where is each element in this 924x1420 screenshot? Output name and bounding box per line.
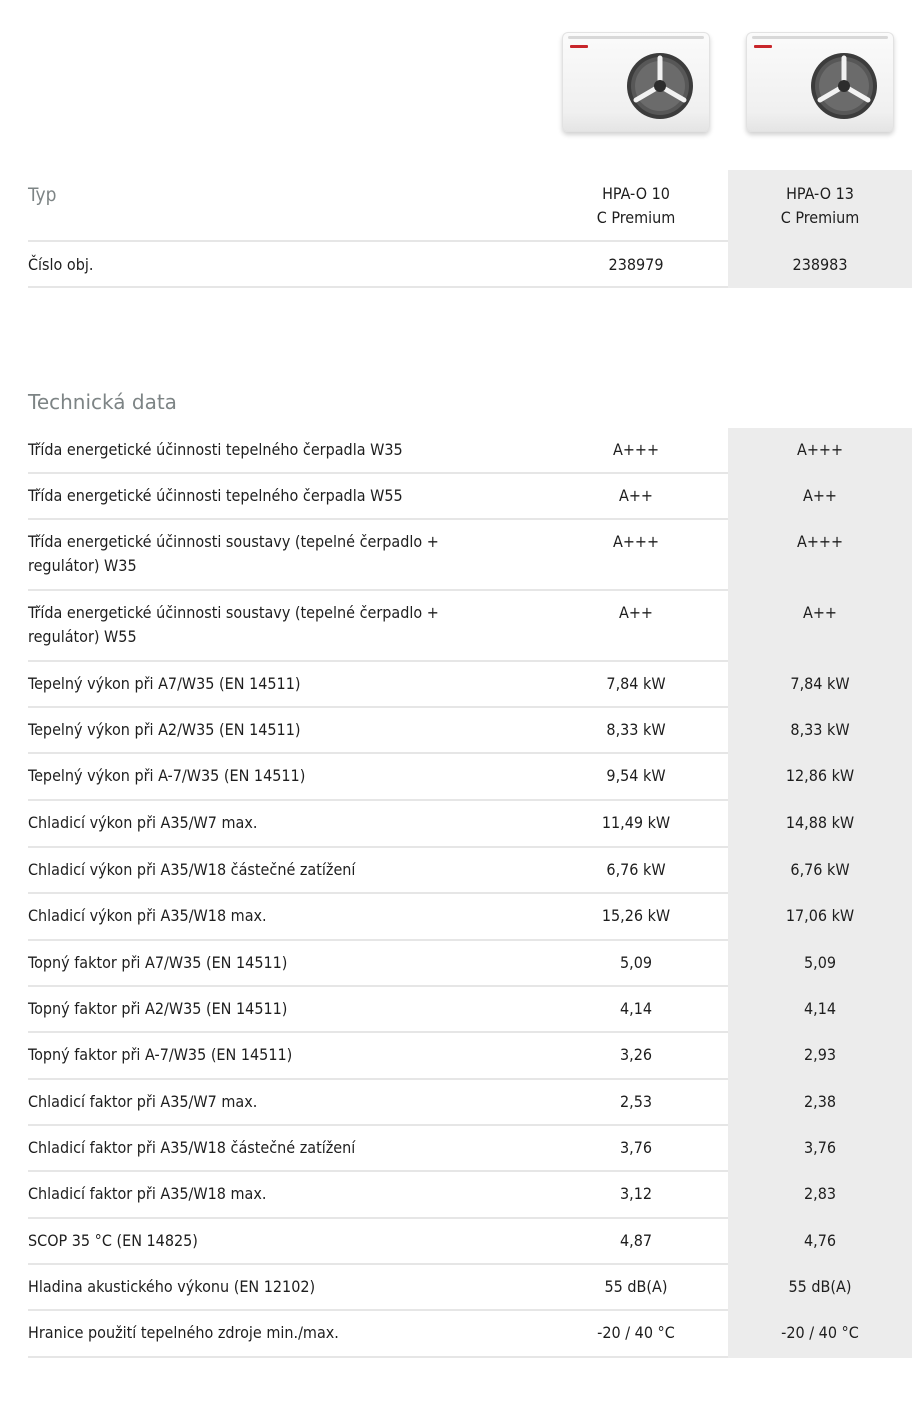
spec-label: Tepelný výkon při A-7/W35 (EN 14511) [28, 766, 306, 785]
spec-value-model-2: A+++ [796, 440, 844, 459]
fan-icon [626, 52, 694, 120]
brand-logo-icon [570, 45, 588, 48]
order-number-label: Číslo obj. [28, 255, 94, 274]
spec-label: Chladicí výkon při A35/W18 max. [28, 906, 267, 925]
spec-label: Třída energetické účinnosti tepelného čerpadla W35 [28, 440, 403, 459]
spec-label: Chladicí faktor při A35/W18 částečné zatížení [28, 1138, 356, 1157]
spec-row [28, 1033, 912, 1080]
spec-row [28, 1126, 912, 1172]
spec-row [28, 1265, 912, 1311]
spec-value-model-1: 11,49 kW [601, 813, 671, 832]
spec-label: Chladicí faktor při A35/W7 max. [28, 1092, 258, 1111]
order-number-1: 238979 [608, 255, 664, 274]
spec-value-model-2: 8,33 kW [790, 720, 850, 739]
model-name-2: HPA-O 13 C Premium [780, 184, 860, 227]
spec-value-model-2: 3,76 [803, 1138, 837, 1157]
spec-row [28, 520, 912, 591]
spec-value-model-2: 4,76 [803, 1231, 837, 1250]
spec-row [28, 987, 912, 1033]
spec-row [28, 941, 912, 987]
spec-row [28, 474, 912, 520]
spec-value-model-2: A++ [803, 603, 837, 622]
spec-row [28, 708, 912, 754]
spec-value-model-2: A++ [803, 486, 837, 505]
spec-value-model-1: A+++ [612, 532, 660, 551]
type-row [28, 170, 912, 242]
spec-row [28, 754, 912, 801]
spec-label: Třída energetické účinnosti soustavy (tepelné čerpadlo + regulátor) W35 [28, 532, 439, 575]
spec-value-model-1: A+++ [612, 440, 660, 459]
spec-value-model-2: 2,38 [803, 1092, 837, 1111]
brand-logo-icon [754, 45, 772, 48]
fan-icon [810, 52, 878, 120]
spec-value-model-2: 4,14 [803, 999, 837, 1018]
spec-label: Tepelný výkon při A2/W35 (EN 14511) [28, 720, 301, 739]
spec-value-model-2: 2,83 [803, 1184, 837, 1203]
spec-row [28, 1219, 912, 1265]
spec-value-model-1: 4,14 [619, 999, 653, 1018]
spec-row [28, 1080, 912, 1126]
spec-label: Chladicí výkon při A35/W18 částečné zatížení [28, 860, 356, 879]
spec-value-model-1: 55 dB(A) [604, 1277, 668, 1296]
spec-value-model-1: 3,76 [619, 1138, 653, 1157]
spec-value-model-2: 14,88 kW [785, 813, 855, 832]
spec-row [28, 894, 912, 941]
spec-value-model-2: 5,09 [803, 953, 837, 972]
type-label: Typ [28, 184, 57, 206]
order-number-2: 238983 [792, 255, 848, 274]
spec-row [28, 801, 912, 848]
spec-value-model-1: 3,26 [619, 1045, 653, 1064]
spec-value-model-2: 55 dB(A) [788, 1277, 852, 1296]
spec-label: Topný faktor při A-7/W35 (EN 14511) [28, 1045, 293, 1064]
model-name-1: HPA-O 10 C Premium [596, 184, 676, 227]
spec-value-model-2: 7,84 kW [790, 674, 850, 693]
order-number-row [28, 242, 912, 288]
spec-value-model-2: -20 / 40 °C [781, 1323, 859, 1342]
spec-label: SCOP 35 °C (EN 14825) [28, 1231, 198, 1250]
spec-row [28, 428, 912, 474]
spec-value-model-1: 8,33 kW [606, 720, 666, 739]
spec-row [28, 848, 912, 894]
spec-label: Třída energetické účinnosti tepelného čerpadla W55 [28, 486, 403, 505]
spec-label: Topný faktor při A7/W35 (EN 14511) [28, 953, 288, 972]
product-image-hpa-o-10 [560, 30, 712, 138]
spec-row [28, 1172, 912, 1219]
spec-value-model-1: 5,09 [619, 953, 653, 972]
spec-value-model-2: 12,86 kW [785, 766, 855, 785]
spec-row [28, 1311, 912, 1358]
spec-label: Hladina akustického výkonu (EN 12102) [28, 1277, 316, 1296]
spec-label: Tepelný výkon při A7/W35 (EN 14511) [28, 674, 301, 693]
spec-value-model-1: 15,26 kW [601, 906, 671, 925]
spec-value-model-1: 9,54 kW [606, 766, 666, 785]
spec-label: Chladicí výkon při A35/W7 max. [28, 813, 258, 832]
spec-value-model-1: 7,84 kW [606, 674, 666, 693]
product-image-hpa-o-13 [744, 30, 896, 138]
spec-value-model-1: 3,12 [619, 1184, 653, 1203]
spec-row [28, 591, 912, 662]
spec-value-model-1: A++ [619, 486, 653, 505]
spec-value-model-1: A++ [619, 603, 653, 622]
spec-value-model-1: 6,76 kW [606, 860, 666, 879]
spec-label: Topný faktor při A2/W35 (EN 14511) [28, 999, 288, 1018]
spec-label: Třída energetické účinnosti soustavy (tepelné čerpadlo + regulátor) W55 [28, 603, 439, 646]
spec-value-model-1: -20 / 40 °C [597, 1323, 675, 1342]
spec-label: Chladicí faktor při A35/W18 max. [28, 1184, 267, 1203]
spec-value-model-1: 2,53 [619, 1092, 653, 1111]
spec-value-model-2: 6,76 kW [790, 860, 850, 879]
spec-value-model-1: 4,87 [619, 1231, 653, 1250]
section-title: Technická data [28, 390, 177, 414]
spec-value-model-2: A+++ [796, 532, 844, 551]
spec-label: Hranice použití tepelného zdroje min./max. [28, 1323, 339, 1342]
spec-row [28, 662, 912, 708]
spec-value-model-2: 2,93 [803, 1045, 837, 1064]
spec-value-model-2: 17,06 kW [785, 906, 855, 925]
